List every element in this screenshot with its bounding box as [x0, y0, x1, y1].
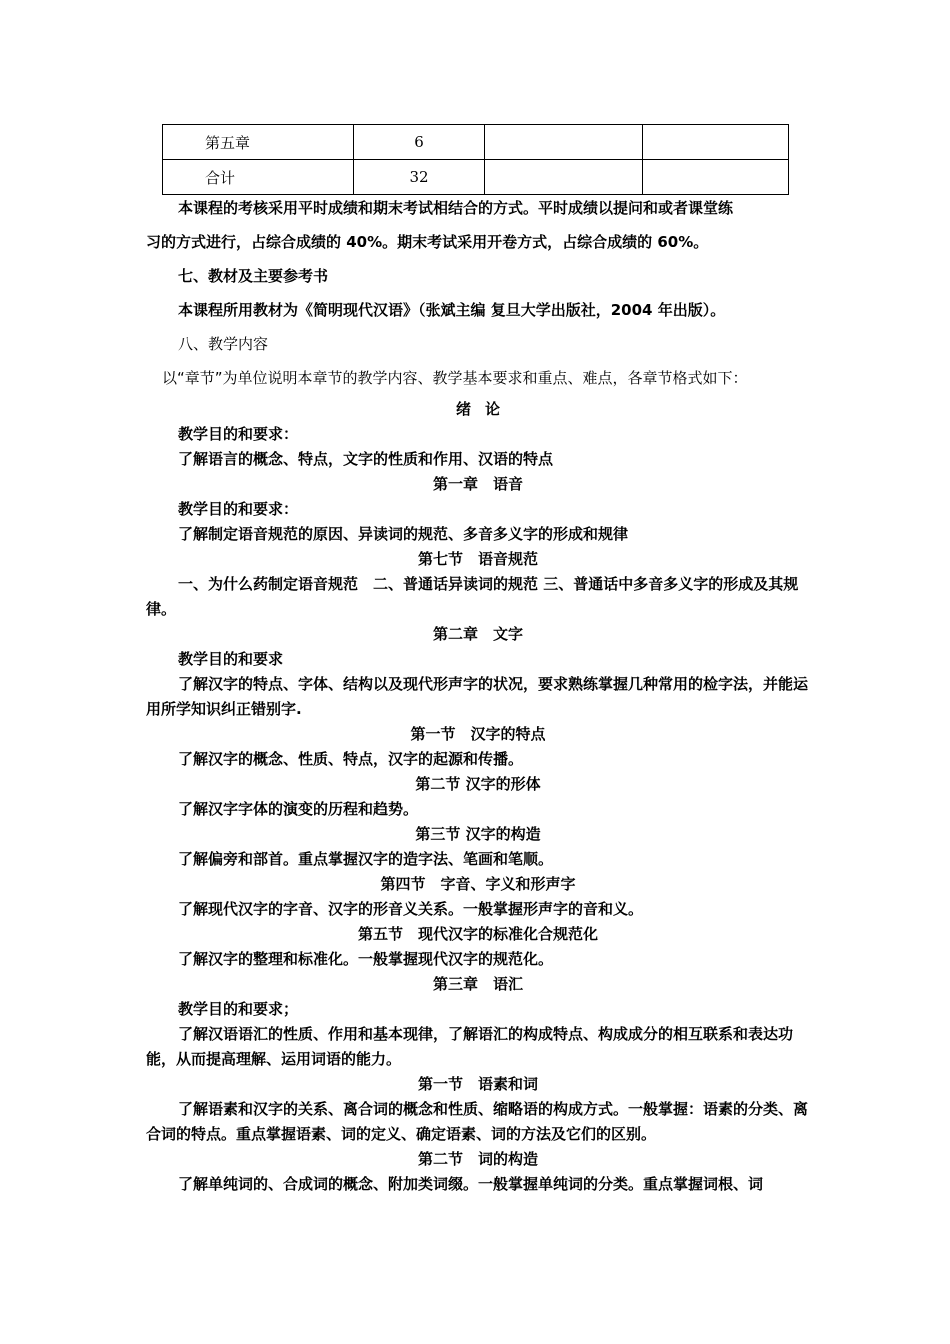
chapter-3-title: 第三章 语汇: [432, 975, 523, 993]
chapter-2-section-title: 第三节 汉字的构造: [415, 825, 541, 843]
section-8-heading: 八、教学内容: [178, 335, 269, 353]
intro-goal-label: 教学目的和要求：: [178, 425, 299, 443]
assessment-line-2: 习的方式进行，占综合成绩的 40%。期末考试采用开卷方式，占综合成绩的 60%。: [146, 233, 709, 251]
chapter-3-section-title: 第二节 词的构造: [417, 1150, 538, 1168]
table-cell: [643, 125, 789, 160]
chapter-3-goal-text: 了解汉语语汇的性质、作用和基本现律，了解语汇的构成特点、构成成分的相互联系和表达功能，从而提高理解、运用词语的能力。: [146, 1025, 794, 1068]
chapter-1-goal-label: 教学目的和要求：: [178, 500, 299, 518]
chapter-2-section-text: 了解汉字字体的演变的历程和趋势。: [178, 800, 419, 818]
table-cell: [485, 125, 643, 160]
chapter-2-section-title: 第五节 现代汉字的标准化合规范化: [357, 925, 598, 943]
assessment-line-1: 本课程的考核采用平时成绩和期末考试相结合的方式。平时成绩以提问和或者课堂练: [178, 199, 734, 217]
chapter-2-section-text: 了解汉字的整理和标准化。一般掌握现代汉字的规范化。: [178, 950, 554, 968]
chapter-1-title: 第一章 语音: [432, 475, 523, 493]
chapter-1-section-7-title: 第七节 语音规范: [417, 550, 538, 568]
intro-chapter-title: 绪论: [455, 400, 514, 418]
table-cell: [643, 160, 789, 195]
chapter-1-section-7-text: 一、为什么药制定语音规范 二、普通话异读词的规范 三、普通话中多音多义字的形成及其规律。: [146, 575, 799, 618]
chapter-3-section-text: 了解语素和汉字的关系、离合词的概念和性质、缩略语的构成方式。一般掌握：语素的分类、离合词的特点。重点掌握语素、词的定义、确定语素、词的方法及它们的区别。: [146, 1100, 809, 1143]
table-cell: 6: [354, 125, 485, 160]
chapter-2-title: 第二章 文字: [432, 625, 523, 643]
table-cell: 32: [354, 160, 485, 195]
chapter-2-section-title: 第一节 汉字的特点: [410, 725, 546, 743]
chapter-2-section-title: 第四节 字音、字义和形声字: [380, 875, 576, 893]
table-cell: 合计: [163, 160, 354, 195]
chapter-2-goal-text: 了解汉字的特点、字体、结构以及现代形声字的状况，要求熟练掌握几种常用的检字法，并能运用所学知识纠正错别字.: [146, 675, 809, 718]
table-row: [163, 125, 789, 160]
chapter-2-section-text: 了解汉字的概念、性质、特点，汉字的起源和传播。: [178, 750, 524, 768]
chapter-2-goal-label: 教学目的和要求: [178, 650, 284, 668]
hours-table: [162, 124, 789, 195]
table-cell: [485, 160, 643, 195]
chapter-2-section-title: 第二节 汉字的形体: [415, 775, 541, 793]
chapter-3-section-title: 第一节 语素和词: [417, 1075, 538, 1093]
section-7-text: 本课程所用教材为《简明现代汉语》（张斌主编 复旦大学出版社，2004 年出版）。: [178, 301, 726, 319]
section-8-intro: 以“章节”为单位说明本章节的教学内容、教学基本要求和重点、难点，各章节格式如下：: [162, 369, 748, 387]
document-body: [146, 196, 810, 1197]
table-cell: 第五章: [163, 125, 354, 160]
chapter-3-goal-label: 教学目的和要求；: [178, 1000, 299, 1018]
chapter-1-goal-text: 了解制定语音规范的原因、异读词的规范、多音多义字的形成和规律: [178, 525, 629, 543]
chapter-3-section-text: 了解单纯词的、合成词的概念、附加类词缀。一般掌握单纯词的分类。重点掌握词根、词: [178, 1175, 764, 1193]
chapter-2-section-text: 了解现代汉字的字音、汉字的形音义关系。一般掌握形声字的音和义。: [178, 900, 644, 918]
section-7-heading: 七、教材及主要参考书: [178, 267, 329, 285]
table-row: [163, 160, 789, 195]
chapter-2-section-text: 了解偏旁和部首。重点掌握汉字的造字法、笔画和笔顺。: [178, 850, 554, 868]
intro-goal-text: 了解语言的概念、特点，文字的性质和作用、汉语的特点: [178, 450, 554, 468]
